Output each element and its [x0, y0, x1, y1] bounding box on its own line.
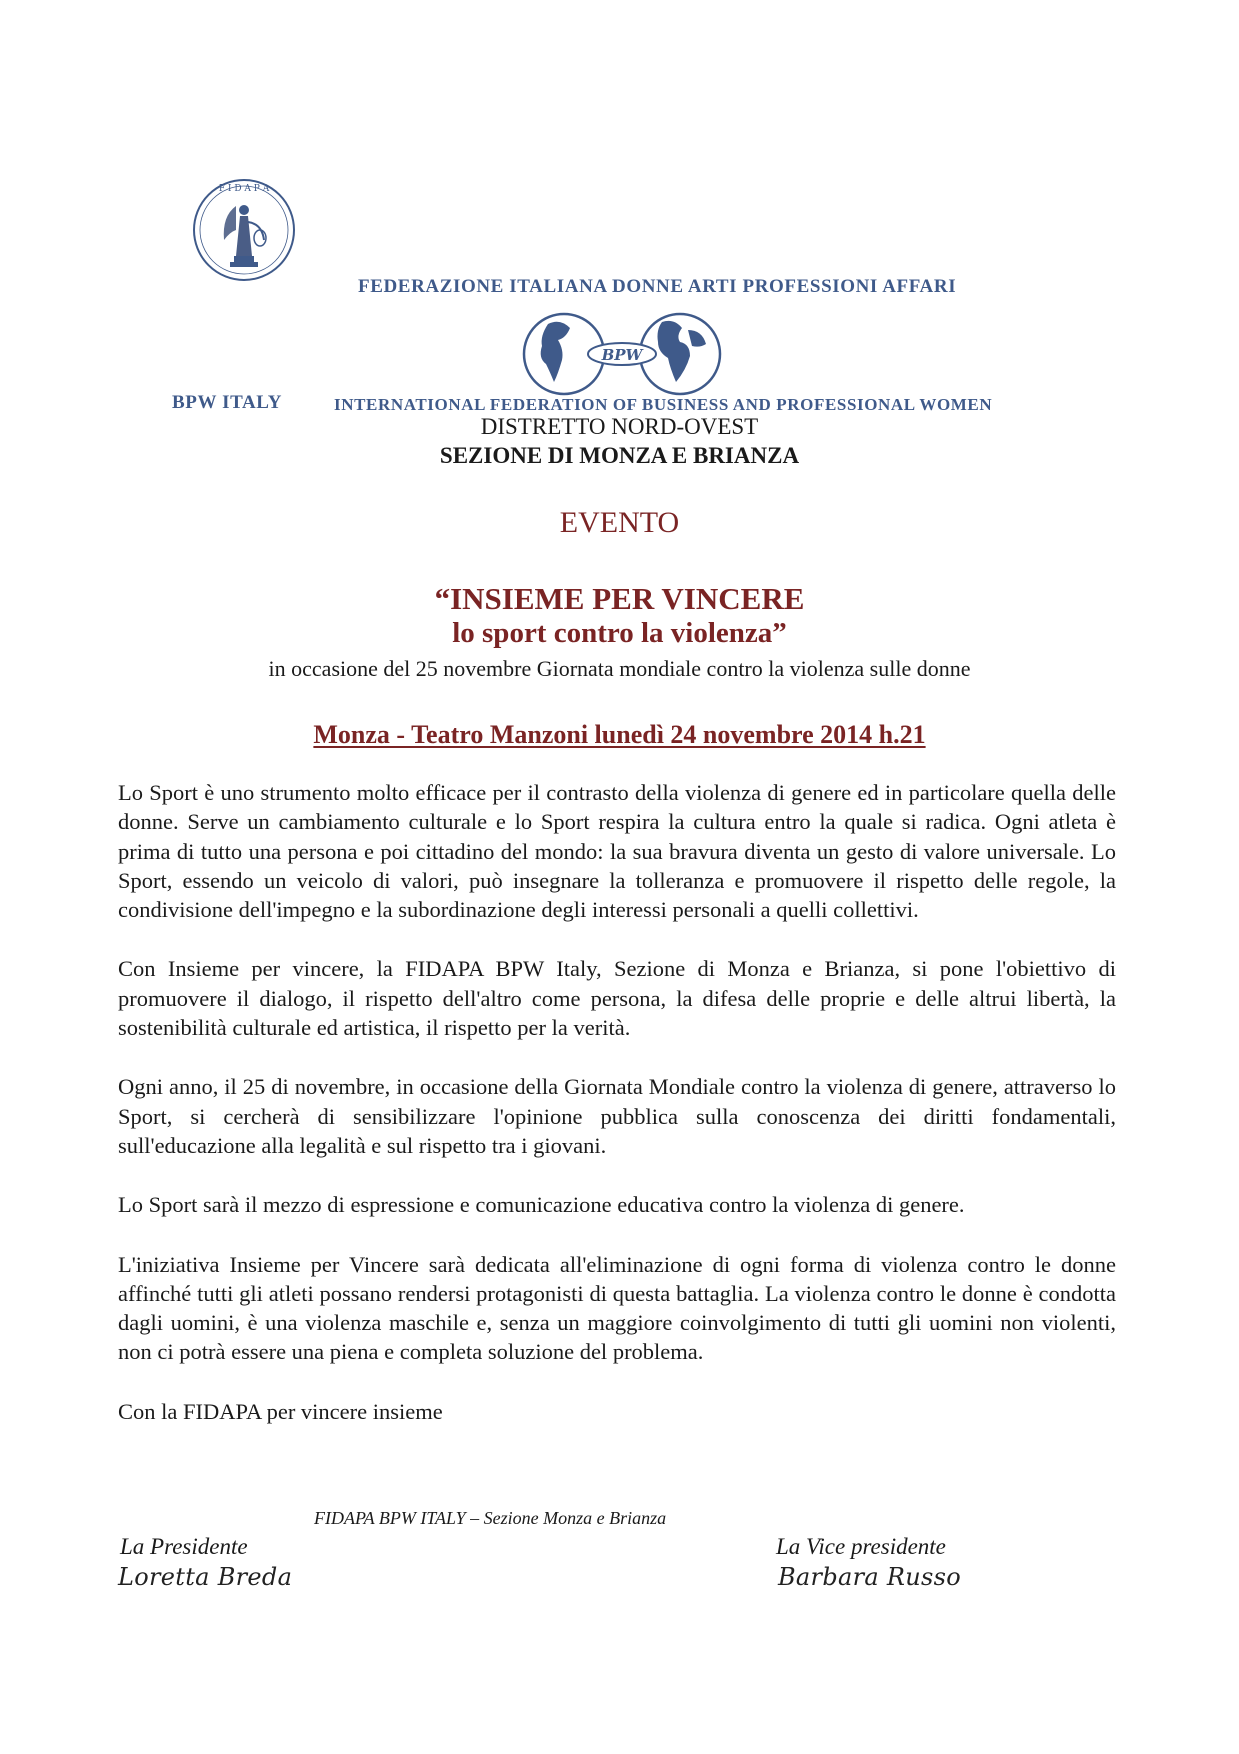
event-title: “INSIEME PER VINCERE	[434, 581, 805, 616]
closing-line: Con la FIDAPA per vincere insieme	[118, 1398, 443, 1424]
president-signature: Loretta Breda	[118, 1563, 293, 1591]
federation-italian-name: FEDERAZIONE ITALIANA DONNE ARTI PROFESSIONI AFFARI	[358, 276, 957, 297]
event-label: EVENTO	[559, 506, 680, 539]
event-occasion: in occasione del 25 novembre Giornata mondiale contro la violenza sulle donne	[268, 656, 971, 681]
bpw-italy-label: BPW ITALY	[172, 392, 283, 413]
body-paragraph: Con Insieme per vincere, la FIDAPA BPW Italy, Sezione di Monza e Brianza, si pone l'obiettivo di promuovere il dialogo, il rispetto dell'altro come persona, la difesa delle proprie e delle altrui libertà, la sostenibilità culturale ed artistica, il rispetto per la verità.	[118, 956, 1116, 1041]
section-name: SEZIONE DI MONZA E BRIANZA	[439, 443, 800, 468]
body-paragraph: L'iniziativa Insieme per Vincere sarà dedicata all'eliminazione di ogni forma di violenza contro le donne affinché tutti gli atleti possano rendersi protagonisti di questa battaglia. La violenza contro le donne è condotta dagli uomini, è una violenza maschile e, senza un maggiore coinvolgimento di tutti gli uomini non violenti, non ci potrà essere una piena e completa soluzione del problema.	[118, 1251, 1116, 1365]
fidapa-logo	[190, 176, 298, 296]
svg-text:BPW: BPW	[601, 346, 643, 364]
bpw-globe-logo	[522, 300, 722, 408]
body-paragraph: Ogni anno, il 25 di novembre, in occasione della Giornata Mondiale contro la violenza di genere, attraverso lo Sport, si cercherà di sensibilizzare l'opinione pubblica sulla conoscenza dei diritti fondamentali, sull'educazione alla legalità e sul rispetto tra i giovani.	[118, 1074, 1116, 1158]
body-text	[118, 778, 1116, 1456]
federation-international-name: INTERNATIONAL FEDERATION OF BUSINESS AND PROFESSIONAL WOMEN	[334, 395, 993, 414]
event-date-location: Monza - Teatro Manzoni lunedì 24 novembre 2014 h.21	[313, 720, 926, 749]
svg-text:F I D A P A: F I D A P A	[218, 184, 270, 194]
president-title: La Presidente	[120, 1534, 248, 1559]
district-name: DISTRETTO NORD-OVEST	[480, 414, 759, 439]
body-paragraph: Lo Sport sarà il mezzo di espressione e comunicazione educativa contro la violenza di genere.	[118, 1192, 965, 1218]
vice-president-signature: Barbara Russo	[778, 1563, 962, 1591]
body-paragraph: Lo Sport è uno strumento molto efficace per il contrasto della violenza di genere ed in particolare quella delle donne. Serve un cambiamento culturale e lo Sport respira la cultura entro la quale si radica. Ogni atleta è prima di tutto una persona e poi cittadino del mondo: la sua bravura diventa un gesto di valore universale. Lo Sport, essendo un veicolo di valori, può insegnare la tolleranza e promuovere il rispetto delle regole, la condivisione dell'impegno e la subordinazione degli interessi personali a quelli collettivi.	[118, 780, 1116, 923]
signature-organization: FIDAPA BPW ITALY – Sezione Monza e Brianza	[314, 1508, 667, 1528]
event-subtitle: lo sport contro la violenza”	[452, 617, 787, 649]
vice-president-title: La Vice presidente	[776, 1534, 946, 1559]
